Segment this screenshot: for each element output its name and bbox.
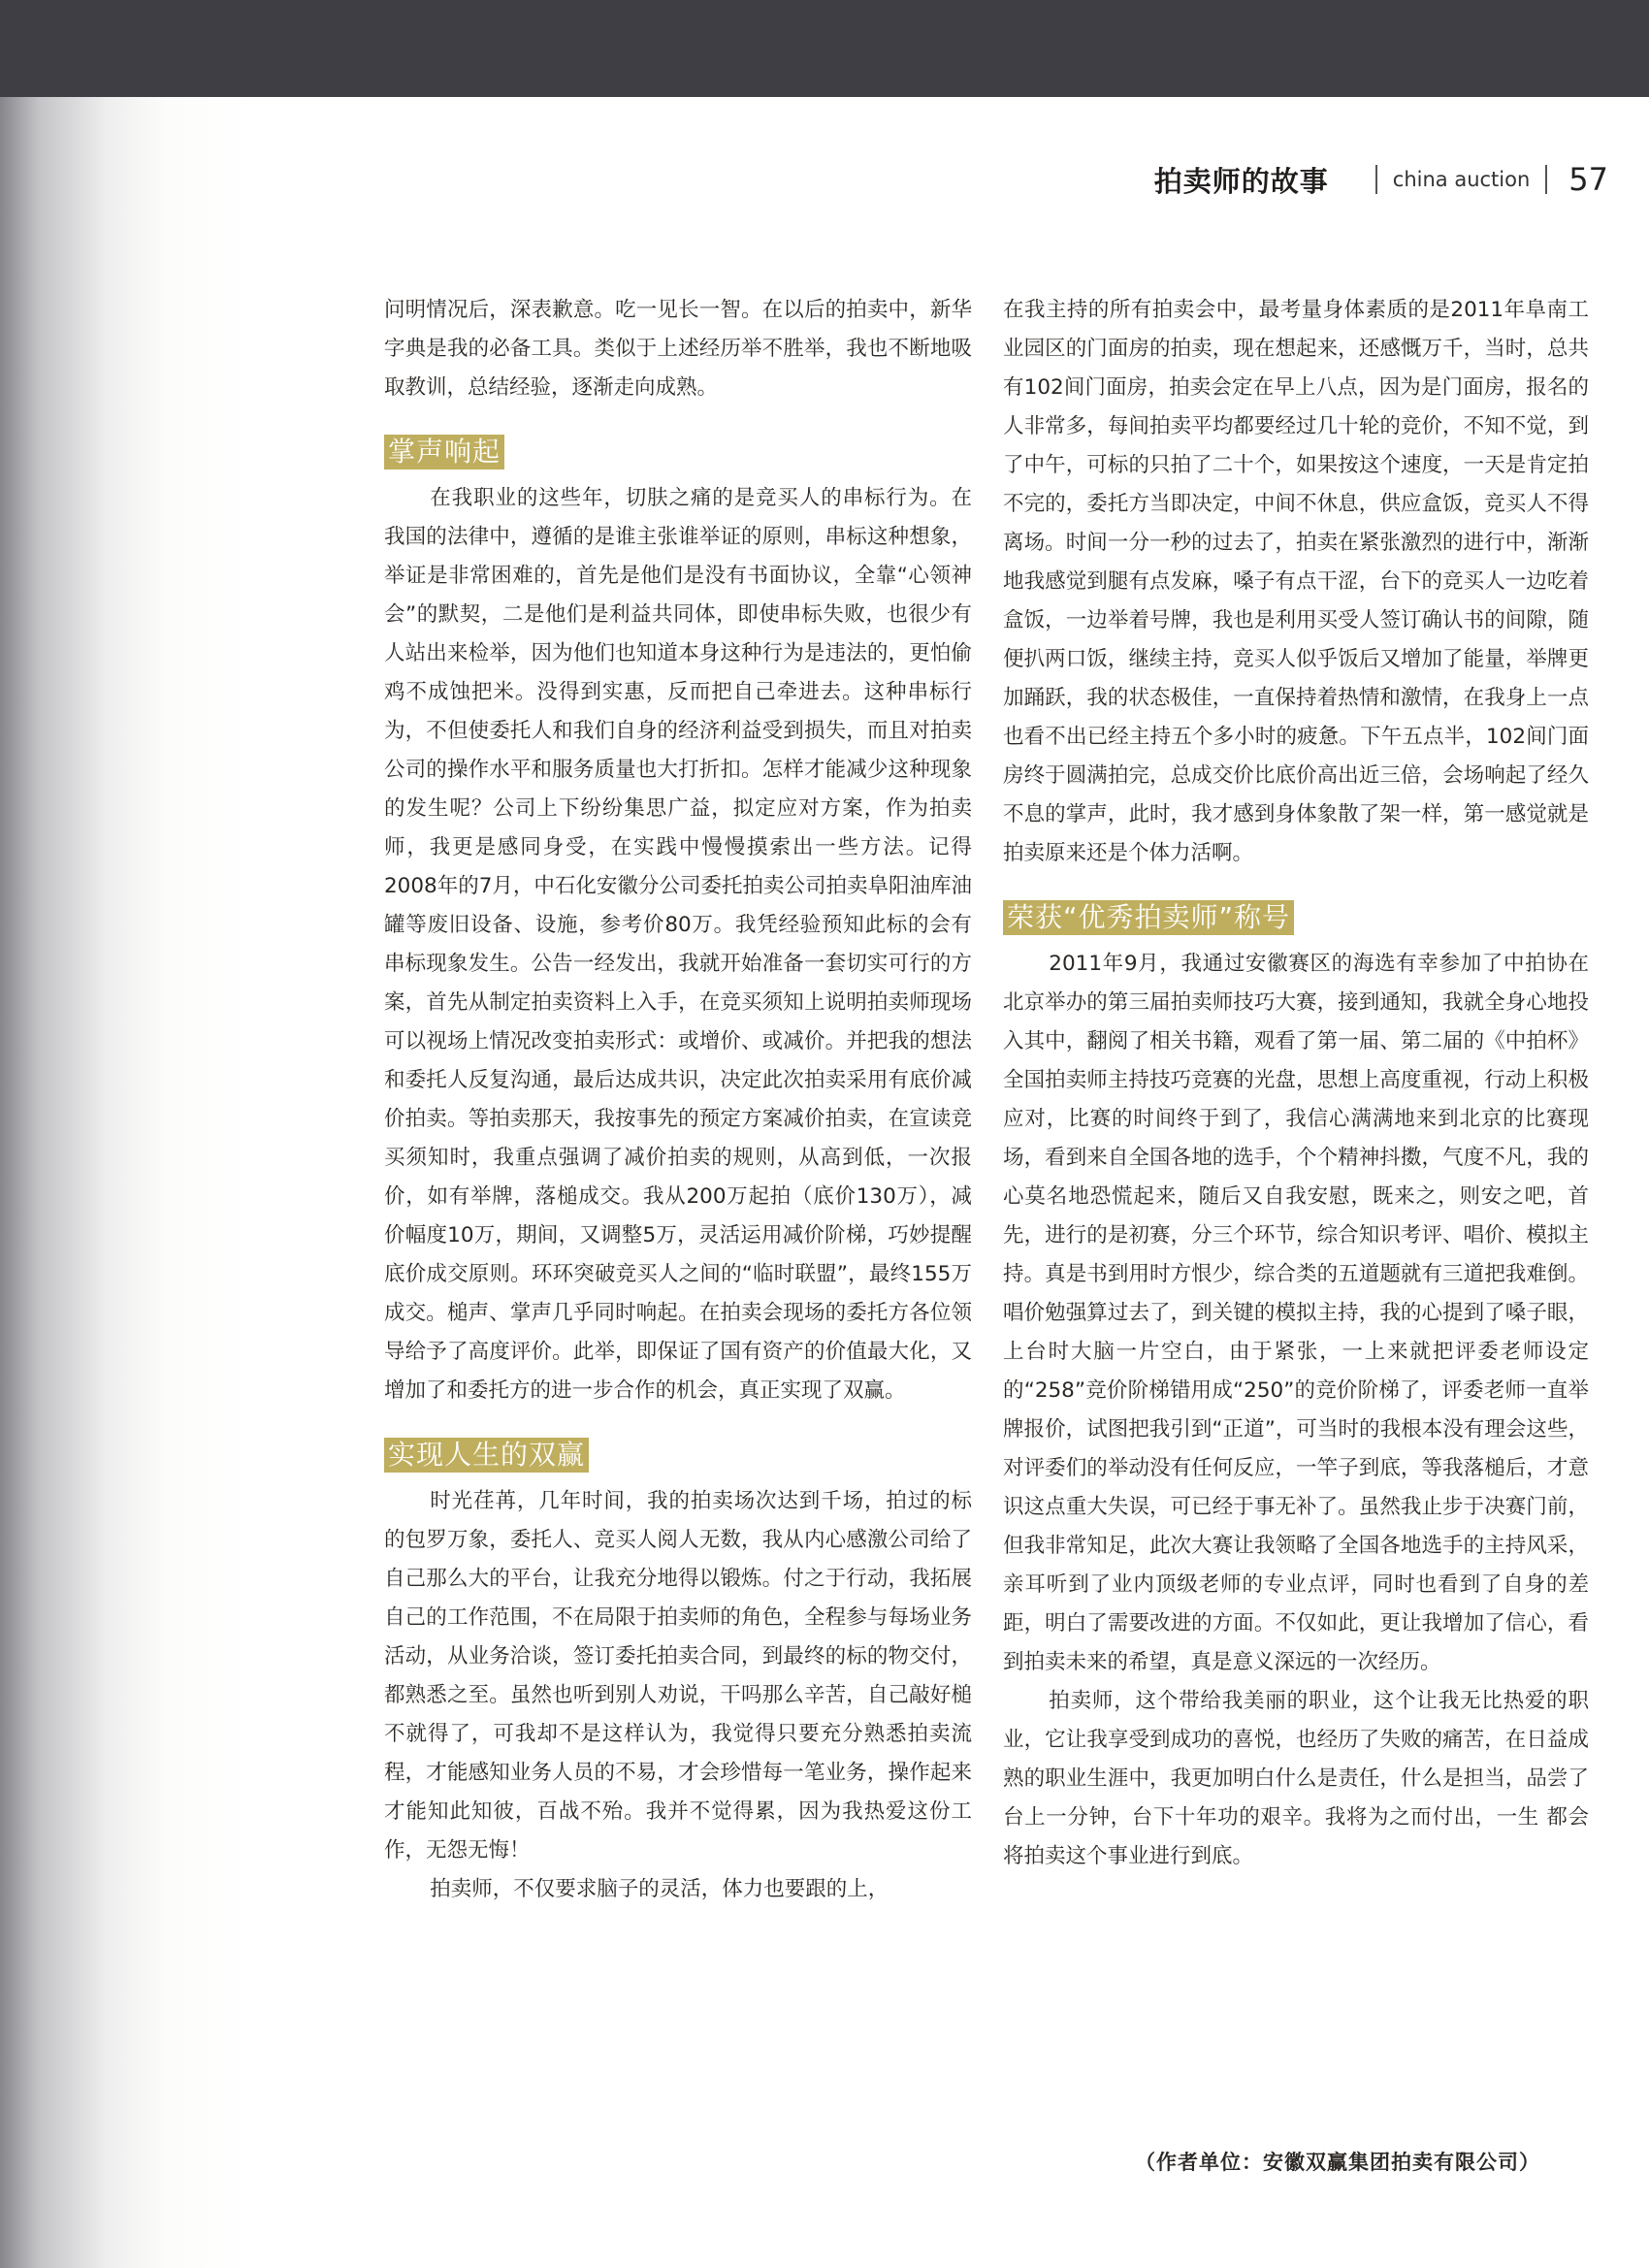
opening-paragraph: 问明情况后，深表歉意。吃一见长一智。在以后的拍卖中，新华字典是我的必备工具。类似于上述经历举不胜举，我也不断地吸取教训，总结经验，逐渐走向成熟。 [384, 298, 972, 400]
body-paragraph: 拍卖师，不仅要求脑子的灵活，体力也要跟的上， [430, 1877, 889, 1901]
running-header [1154, 155, 1608, 204]
section-heading-award [1003, 900, 1589, 939]
right-column [1003, 291, 1589, 1876]
body-paragraph: 在我职业的这些年，切肤之痛的是竞买人的串标行为。在我国的法律中，遵循的是谁主张谁举证的原则，串标这种想象，举证是非常困难的，首先是他们是没有书面协议，全靠“心领神会”的默契，二是他们是利益共同体，即使串标失败，也很少有人站出来检举，因为他们也知道本身这种行为是违法的，更怕偷鸡不成蚀把米。没得到实惠，反而把自己牵进去。这种串标行为，不但使委托人和我们自身的经济利益受到损失，而且对拍卖公司的操作水平和服务质量也大打折扣。怎样才能减少这种现象的发生呢？公司上下纷纷集思广益，拟定应对方案，作为拍卖师，我更是感同身受，在实践中慢慢摸索出一些方法。记得2008年的7月，中石化安徽分公司委托拍卖公司拍卖阜阳油库油罐等废旧设备、设施，参考价80万。我凭经验预知此标的会有串标现象发生。公告一经发出，我就开始准备一套切实可行的方案，首先从制定拍卖资料上入手，在竞买须知上说明拍卖师现场可以视场上情况改变拍卖形式：或增价、或减价。并把我的想法和委托人反复沟通，最后达成共识，决定此次拍卖采用有底价减价拍卖。等拍卖那天，我按事先的预定方案减价拍卖，在宣读竞买须知时，我重点强调了减价拍卖的规则，从高到低，一次报价，如有举牌，落槌成交。我从200万起拍（底价130万），减价幅度10万，期间，又调整5万，灵活运用减价阶梯，巧妙提醒底价成交原则。环环突破竞买人之间的“临时联盟”，最终155万成交。槌声、掌声几乎同时响起。在拍卖会现场的委托方各位领导给予了高度评价。此举，即保证了国有资产的价值最大化，又增加了和委托方的进一步合作的机会，真正实现了双赢。 [384, 486, 972, 1403]
body-paragraph: 拍卖师，这个带给我美丽的职业，这个让我无比热爱的职业，它让我享受到成功的喜悦，也经历了失败的痛苦，在日益成熟的职业生涯中，我更加明白什么是责任，什么是担当，品尝了台上一分钟，台下十年功的艰辛。我将为之而付出，一生 都会将拍卖这个事业进行到底。 [1003, 1689, 1589, 1868]
section-heading-label: 实现人生的双赢 [384, 1438, 589, 1473]
section-heading-label: 荣获“优秀拍卖师”称号 [1003, 900, 1294, 935]
page-number: 57 [1568, 161, 1608, 198]
publication-name: china auction [1392, 168, 1531, 191]
header-divider [1545, 165, 1547, 194]
body-paragraph: 在我主持的所有拍卖会中，最考量身体素质的是2011年阜南工业园区的门面房的拍卖，现在想起来，还感慨万千，当时，总共有102间门面房，拍卖会定在早上八点，因为是门面房，报名的人非常多，每间拍卖平均都要经过几十轮的竞价，不知不觉，到了中午，可标的只拍了二十个，如果按这个速度，一天是肯定拍不完的，委托方当即决定，中间不休息，供应盒饭，竞买人不得离场。时间一分一秒的过去了，拍卖在紧张激烈的进行中，渐渐地我感觉到腿有点发麻，嗓子有点干涩，台下的竞买人一边吃着盒饭，一边举着号牌，我也是利用买受人签订确认书的间隙，随便扒两口饭，继续主持，竞买人似乎饭后又增加了能量，举牌更加踊跃，我的状态极佳，一直保持着热情和激情，在我身上一点也看不出已经主持五个多小时的疲惫。下午五点半，102间门面房终于圆满拍完，总成交价比底价高出近三倍，会场响起了经久不息的掌声，此时，我才感到身体象散了架一样，第一感觉就是拍卖原来还是个体力活啊。 [1003, 298, 1589, 865]
header-divider [1375, 165, 1377, 194]
section-heading-win-win [384, 1438, 972, 1476]
section-heading-applause [384, 435, 972, 473]
scan-top-band [0, 0, 1649, 97]
author-affiliation: （作者单位：安徽双赢集团拍卖有限公司） [1135, 2150, 1540, 2174]
section-heading-label: 掌声响起 [384, 435, 504, 470]
left-column [384, 291, 972, 1909]
section-title: 拍卖师的故事 [1153, 164, 1329, 198]
body-paragraph: 2011年9月，我通过安徽赛区的海选有幸参加了中拍协在北京举办的第三届拍卖师技巧大赛，接到通知，我就全身心地投入其中，翻阅了相关书籍，观看了第一届、第二届的《中拍杯》全国拍卖师主持技巧竞赛的光盘，思想上高度重视，行动上积极应对，比赛的时间终于到了，我信心满满地来到北京的比赛现场，看到来自全国各地的选手，个个精神抖擞，气度不凡，我的心莫名地恐慌起来，随后又自我安慰，既来之，则安之吧，首先，进行的是初赛，分三个环节，综合知识考评、唱价、模拟主持。真是书到用时方恨少，综合类的五道题就有三道把我难倒。唱价勉强算过去了，到关键的模拟主持，我的心提到了嗓子眼，上台时大脑一片空白，由于紧张，一上来就把评委老师设定的“258”竞价阶梯错用成“250”的竞价阶梯了，评委老师一直举牌报价，试图把我引到“正道”，可当时的我根本没有理会这些，对评委们的举动没有任何反应，一竿子到底，等我落槌后，才意识这点重大失误，可已经于事无补了。虽然我止步于决赛门前，但我非常知足，此次大赛让我领略了全国各地选手的主持风采，亲耳听到了业内顶级老师的专业点评，同时也看到了自身的差距，明白了需要改进的方面。不仅如此，更让我增加了信心，看到拍卖未来的希望，真是意义深远的一次经历。 [1003, 952, 1589, 1674]
body-paragraph: 时光荏苒，几年时间，我的拍卖场次达到千场，拍过的标的包罗万象，委托人、竞买人阅人无数，我从内心感激公司给了自己那么大的平台，让我充分地得以锻炼。付之于行动，我拓展自己的工作范围，不在局限于拍卖师的角色，全程参与每场业务活动，从业务洽谈，签订委托拍卖合同，到最终的标的物交付，都熟悉之至。虽然也听到别人劝说，干吗那么辛苦，自己敲好槌不就得了，可我却不是这样认为，我觉得只要充分熟悉拍卖流程，才能感知业务人员的不易，才会珍惜每一笔业务，操作起来才能知此知彼，百战不殆。我并不觉得累，因为我热爱这份工作，无怨无悔！ [384, 1489, 972, 1863]
